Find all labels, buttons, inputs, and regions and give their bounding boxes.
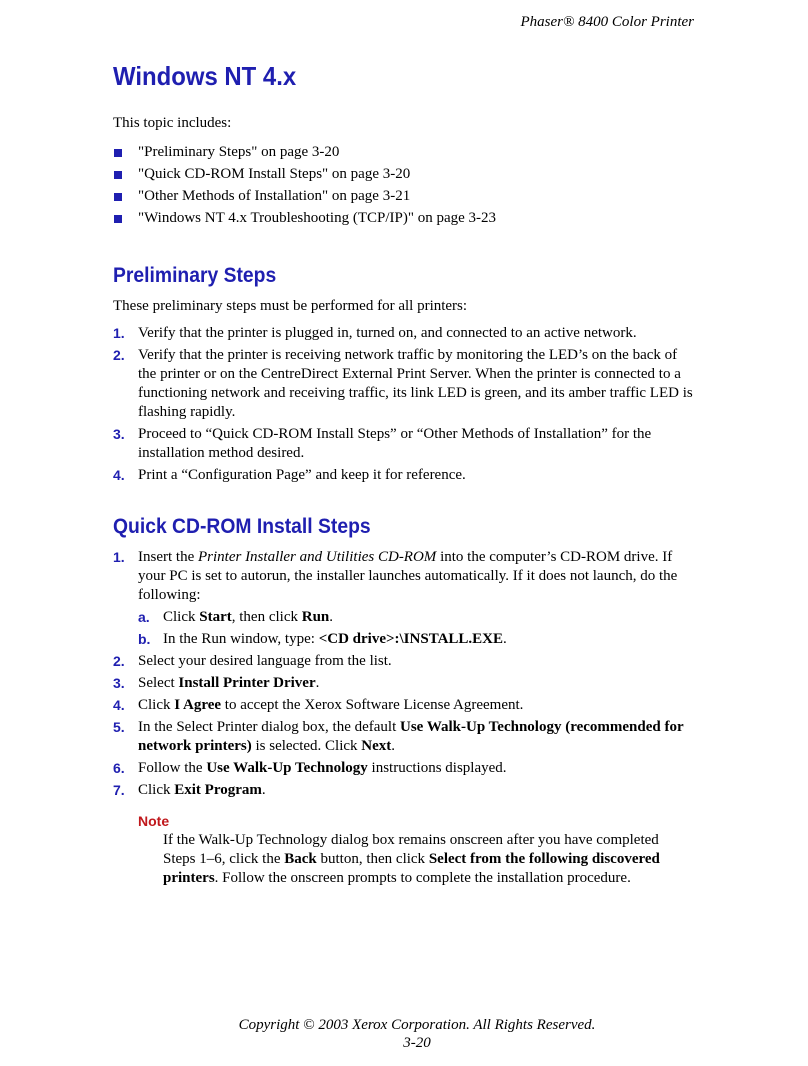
topic-link[interactable]: "Windows NT 4.x Troubleshooting (TCP/IP)" on page 3-23 bbox=[113, 207, 695, 229]
preliminary-intro: These preliminary steps must be performed for all printers: bbox=[113, 298, 468, 314]
sub-steps-list bbox=[138, 608, 695, 649]
step-item: 7. Click Exit Program. bbox=[113, 782, 266, 798]
running-header: Phaser® 8400 Color Printer bbox=[520, 14, 694, 30]
page-title: Windows NT 4.x bbox=[113, 61, 297, 91]
preliminary-steps-list bbox=[113, 324, 695, 485]
step-item: 6. Follow the Use Walk-Up Technology instructions displayed. bbox=[113, 760, 507, 776]
page-number: 3-20 bbox=[403, 1035, 431, 1051]
step-item: 2. Select your desired language from the list. bbox=[113, 653, 392, 669]
square-bullet-icon bbox=[114, 149, 122, 157]
step-item: 3. Select Install Printer Driver. bbox=[113, 675, 320, 691]
step-item: 3. Proceed to “Quick CD-ROM Install Steps” or “Other Methods of Installation” for the installation method desired. bbox=[113, 426, 652, 461]
step-item: 4. Click I Agree to accept the Xerox Software License Agreement. bbox=[113, 697, 524, 713]
step-item: 4. Print a “Configuration Page” and keep it for reference. bbox=[113, 467, 466, 483]
note-box bbox=[138, 812, 695, 888]
step-item: 2. Verify that the printer is receiving network traffic by monitoring the LED’s on the back of the printer or on the CentreDirect External Print Server. When the printer is connected to a functioning network and receiving traffic, its link LED is green, and its amber traffic LED is flashing rapidly. bbox=[113, 347, 693, 420]
square-bullet-icon bbox=[114, 193, 122, 201]
step-item: 1. Insert the Printer Installer and Utilities CD-ROM into the computer’s CD-ROM drive. If your PC is set to autorun, the installer launches automatically. If it does not launch, do the following: a. Click Start, then click Run. b. In the Run window, type: <CD drive>:\INSTALL.EXE. bbox=[113, 548, 695, 649]
square-bullet-icon bbox=[114, 215, 122, 223]
quick-install-steps-list bbox=[113, 548, 695, 800]
sub-step-item: b. In the Run window, type: <CD drive>:\INSTALL.EXE. bbox=[138, 631, 507, 647]
topic-link[interactable]: "Other Methods of Installation" on page 3-21 bbox=[113, 185, 695, 207]
page-content bbox=[113, 56, 695, 888]
note-label: Note bbox=[138, 813, 170, 829]
topic-intro: This topic includes: bbox=[113, 115, 232, 131]
step-item: 5. In the Select Printer dialog box, the default Use Walk-Up Technology (recommended for network printers) is selected. Click Next. bbox=[113, 719, 684, 754]
step-item: 1. Verify that the printer is plugged in, turned on, and connected to an active network. bbox=[113, 325, 637, 341]
topic-link[interactable]: "Preliminary Steps" on page 3-20 bbox=[113, 141, 695, 163]
topic-list bbox=[113, 141, 695, 229]
sub-step-item: a. Click Start, then click Run. bbox=[138, 609, 334, 625]
note-body: If the Walk-Up Technology dialog box remains onscreen after you have completed Steps 1–6, click the Back button, then click Select from the following discovered printers. Follow the onscreen prompts to complete the installation procedure. bbox=[163, 832, 660, 886]
copyright-footer: Copyright © 2003 Xerox Corporation. All Rights Reserved. bbox=[238, 1017, 596, 1033]
preliminary-steps-heading: Preliminary Steps bbox=[113, 264, 277, 287]
square-bullet-icon bbox=[114, 171, 122, 179]
topic-link[interactable]: "Quick CD-ROM Install Steps" on page 3-20 bbox=[113, 163, 695, 185]
quick-install-heading: Quick CD-ROM Install Steps bbox=[113, 515, 371, 538]
